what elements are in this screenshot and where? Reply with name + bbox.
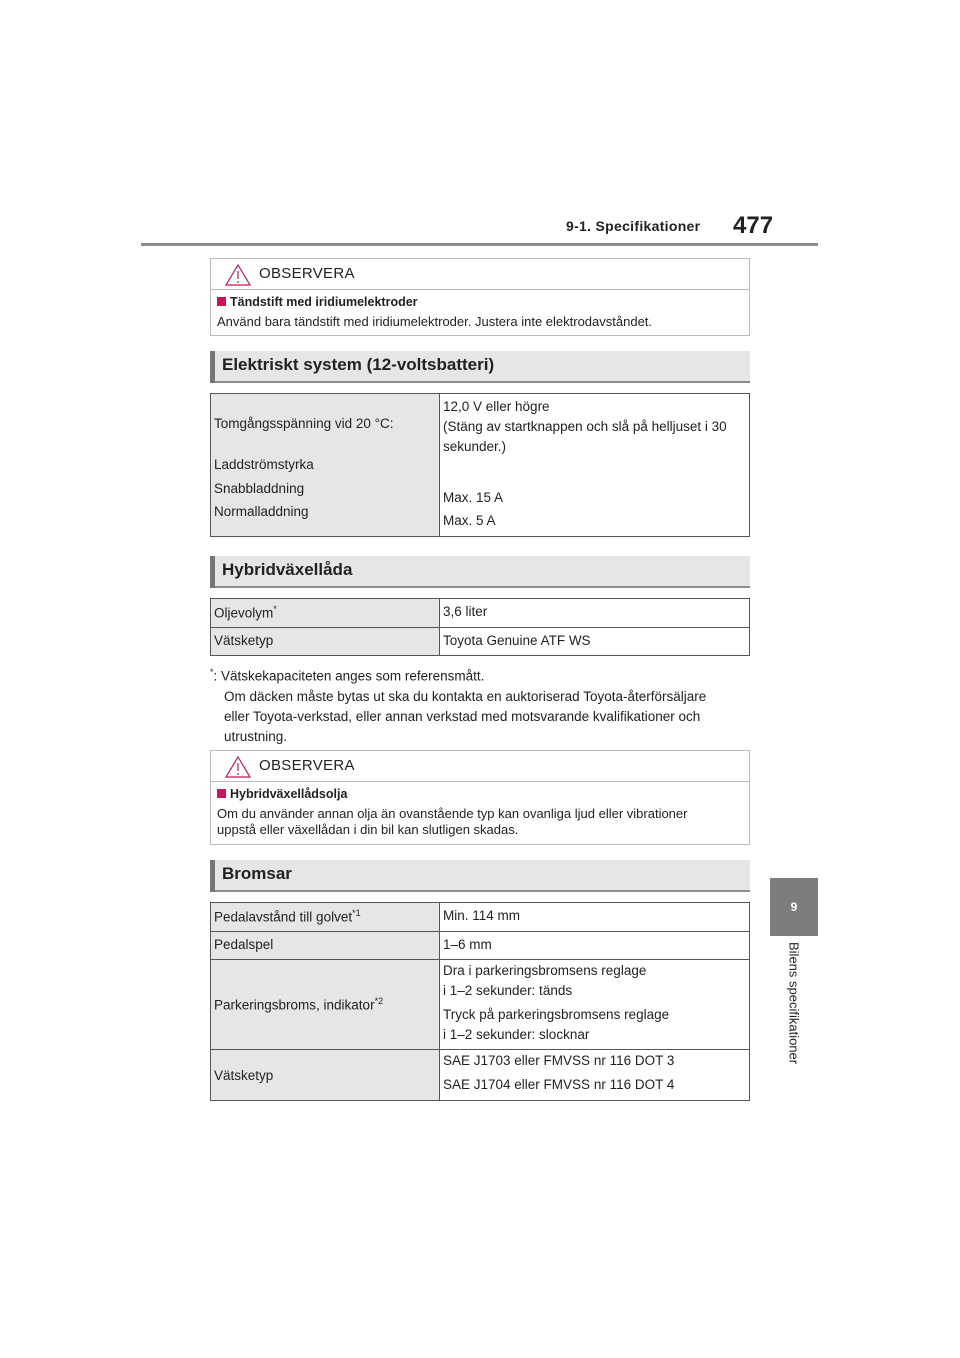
oil-volume-label-cell [211, 599, 440, 628]
pedal-distance-value-cell [440, 903, 750, 932]
notice-text-1: Om du använder annan olja än ovanstående typ kan ovanliga ljud eller vibrationer [217, 806, 688, 821]
notice-box-hybrid-oil [210, 750, 750, 845]
charge-current-label: Laddströmstyrka [214, 457, 314, 472]
parking-brake-value-2: i 1–2 sekunder: tänds [443, 983, 573, 998]
idle-voltage-value-2: (Stäng av startknappen och slå på helljuset i 30 [443, 419, 727, 434]
section-bar [210, 860, 215, 892]
chapter-tab [770, 878, 818, 936]
normal-charge-value: Max. 5 A [443, 513, 496, 528]
oil-volume-label: Oljevolym [214, 605, 274, 621]
notice-box-spark-plugs [210, 258, 750, 336]
chapter-label: Bilens specifikationer [786, 942, 802, 1065]
section-heading: 9-1. Specifikationer [566, 218, 701, 234]
section-title: Elektriskt system (12-voltsbatteri) [222, 355, 495, 374]
brake-fluid-value-1: SAE J1703 eller FMVSS nr 116 DOT 3 [443, 1053, 675, 1068]
brakes-table [210, 902, 750, 1101]
brake-fluid-label: Vätsketyp [214, 1067, 274, 1083]
parking-brake-value-1: Dra i parkeringsbromsens reglage [443, 963, 647, 978]
idle-voltage-value-1: 12,0 V eller högre [443, 399, 550, 414]
electrical-labels [211, 394, 440, 537]
brake-fluid-label-cell [211, 1050, 440, 1101]
parking-brake-label-cell [211, 960, 440, 1050]
pedal-distance-value: Min. 114 mm [443, 908, 521, 923]
quick-charge-value: Max. 15 A [443, 490, 504, 505]
pedal-distance-label: Pedalavstånd till golvet [214, 909, 353, 925]
footnote-mark: * [210, 667, 214, 677]
section-bar [210, 351, 215, 383]
oil-volume-value-cell [440, 599, 750, 628]
section-title: Bromsar [222, 864, 292, 883]
footnote-line-4: utrustning. [224, 728, 288, 744]
notice-header [211, 751, 749, 782]
pedal-distance-mark: *1 [352, 908, 361, 918]
fluid-type-value-cell [440, 628, 750, 656]
footnote-line-2: Om däcken måste bytas ut ska du kontakta en auktoriserad Toyota-återförsäljare [224, 688, 707, 704]
notice-subtitle-text: Tändstift med iridiumelektroder [230, 295, 418, 309]
parking-brake-value-3: Tryck på parkeringsbromsens reglage [443, 1007, 670, 1022]
section-header-hybrid [210, 556, 750, 588]
bullet-square-icon [217, 789, 226, 798]
notice-subtitle-text: Hybridväxellådsolja [230, 787, 348, 801]
page-number: 477 [733, 212, 774, 239]
header-divider [141, 243, 818, 246]
fluid-type-value: Toyota Genuine ATF WS [443, 633, 591, 648]
notice-body [211, 782, 749, 844]
footnote-line-3: eller Toyota-verkstad, eller annan verkstad med motsvarande kvalifikationer och [224, 708, 701, 724]
notice-title: OBSERVERA [259, 265, 355, 282]
warning-triangle-icon [225, 756, 251, 778]
quick-charge-label: Snabbladdning [214, 481, 305, 496]
brake-fluid-value-2: SAE J1704 eller FMVSS nr 116 DOT 4 [443, 1077, 675, 1092]
pedal-distance-label-cell [211, 903, 440, 932]
section-bar [210, 556, 215, 588]
parking-brake-label: Parkeringsbroms, indikator [214, 997, 375, 1013]
pedal-play-label-cell [211, 932, 440, 960]
fluid-type-label-cell [211, 628, 440, 656]
chapter-number: 9 [790, 900, 798, 914]
chapter-label-container [773, 942, 815, 1092]
normal-charge-label: Normalladdning [214, 504, 309, 519]
warning-triangle-icon [225, 264, 251, 286]
section-title: Hybridväxellåda [222, 560, 353, 579]
notice-body [211, 290, 749, 336]
electrical-values [440, 394, 750, 537]
pedal-play-label: Pedalspel [214, 937, 274, 952]
bullet-square-icon [217, 297, 226, 306]
hybrid-table [210, 598, 750, 656]
footnote-text-1: : Vätskekapaciteten anges som referensmått. [213, 668, 485, 684]
footnote [210, 662, 750, 747]
oil-volume-mark: * [273, 604, 277, 614]
fluid-type-label: Vätsketyp [214, 633, 274, 648]
notice-subtitle [217, 294, 743, 310]
parking-brake-mark: *2 [374, 996, 384, 1007]
footnote-line-1 [210, 662, 750, 687]
idle-voltage-label: Tomgångsspänning vid 20 °C: [214, 416, 394, 431]
oil-volume-value: 3,6 liter [443, 604, 488, 619]
notice-text-2: uppstå eller växellådan i din bil kan slutligen skadas. [217, 822, 519, 837]
brake-fluid-value-cell [440, 1050, 750, 1101]
section-header-brakes [210, 860, 750, 892]
notice-text: Använd bara tändstift med iridiumelektroder. Justera inte elektrodavståndet. [217, 314, 653, 329]
idle-voltage-value-3: sekunder.) [443, 439, 507, 454]
section-header-electrical [210, 351, 750, 383]
pedal-play-value-cell [440, 932, 750, 960]
notice-header [211, 259, 749, 290]
electrical-table [210, 393, 750, 537]
parking-brake-value-cell [440, 960, 750, 1050]
notice-subtitle [217, 786, 743, 802]
notice-title: OBSERVERA [259, 757, 355, 774]
pedal-play-value: 1–6 mm [443, 937, 492, 952]
parking-brake-value-4: i 1–2 sekunder: slocknar [443, 1027, 590, 1042]
